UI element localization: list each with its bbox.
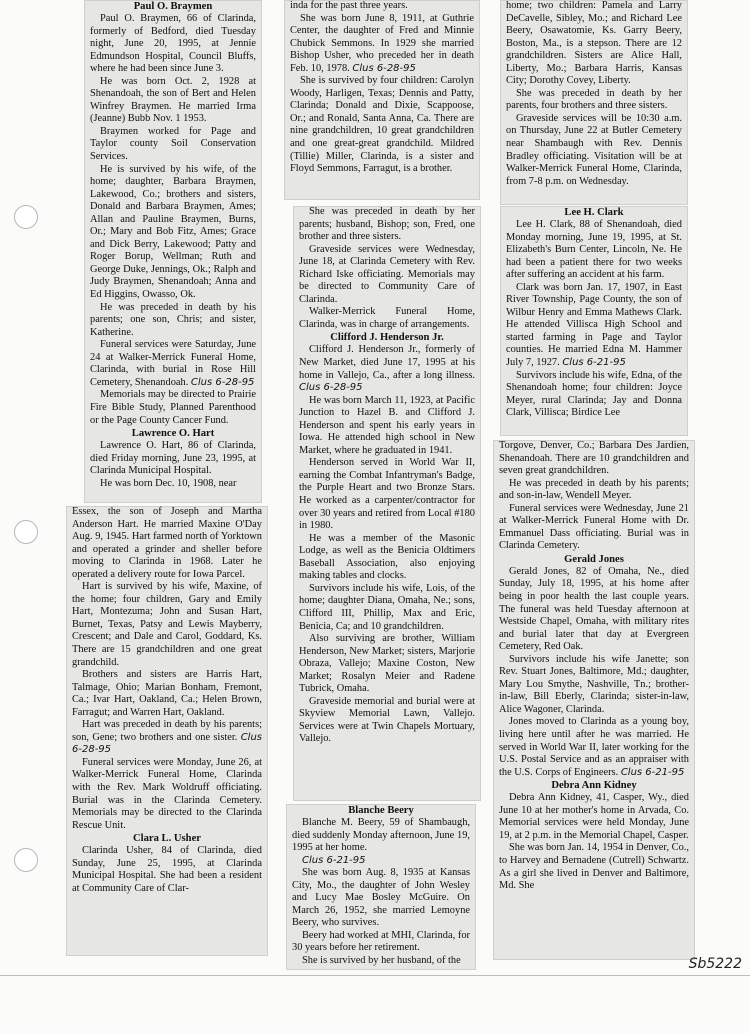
obituary-paragraph: Funeral services were Monday, June 26, at Walker-Merrick Funeral Home, Clarinda with the Rev. Mark Woldruff officiating. Burial was in the Clarinda Cemetery. Memorials may be directed to the Clarinda Rescue Unit. <box>72 756 262 831</box>
obituary-name: Gerald Jones <box>564 553 624 565</box>
clipping-8 <box>493 440 695 960</box>
obituary-paragraph: Memorials may be directed to Prairie Fire Bible Study, Planned Parenthood or the Page County Cancer Fund. <box>90 389 256 426</box>
obituary-paragraph: She was born Aug. 8, 1935 at Kansas City, Mo., the daughter of John Wesley and Lucy Mae Bosley McGuire. On March 26, 1952, she married Lemoyne Beery, who survives. <box>292 867 470 929</box>
obituary-paragraph <box>292 855 470 868</box>
obituary-paragraph: He was preceded in death by his parents; one son, Chris; and sister, Katherine. <box>90 301 256 338</box>
obituary-paragraph: Braymen worked for Page and Taylor county Soil Conservation Services. <box>90 125 256 163</box>
obituary-name: Lee H. Clark <box>564 207 624 218</box>
obituary-paragraph: Clark was born Jan. 17, 1907, in East River Township, Page County, the son of Wilbur Henry and Emma Mathews Clark. He attended Villisca High School and started farming in Page and Taylor counties. He married Edna M. Hammer July 7, 1927. Clus 6-21-95 <box>506 281 682 369</box>
obituary-paragraph: Also surviving are brother, William Henderson, New Market; sisters, Marjorie Obraza, Vallejo; Maxine Coston, New Market; Rosalyn Meier and Radene Tubrick, Omaha. <box>299 633 475 695</box>
obituary-paragraph: Essex, the son of Joseph and Martha Anderson Hart. He married Maxine O'Day Aug. 9, 1945. Hart farmed north of Yorktown and operated a grinder and sheller before moving to Clarinda in 1968. Later he operated a delivery route for Iowa Parcel. <box>72 506 262 580</box>
obituary-paragraph: He was born Oct. 2, 1928 at Shenandoah, the son of Bert and Helen Winfrey Braymen. He married Irma (Jeanne) Bubb Nov. 1 1953. <box>90 75 256 125</box>
obituary-paragraph: Survivors include his wife, Edna, of the Shenandoah home; four children: Joyce Meyer, rural Clarinda; Jay and Donna Clark, Villisca; Birdice Lee <box>506 369 682 419</box>
obituary-paragraph: She is survived by four children: Carolyn Woody, Harligen, Texas; Dennis and Patty, Clarinda; Donald and Dixie, Scappoose, Or.; and Ronald, Santa Anna, Ca. There are nine grandchildren, 10 great grandchildren and one great-great grandchild. Mildred (Tillie) Miller, Clarinda, is a sister and Floyd Semmons, Farragut, is a brother. <box>290 75 474 175</box>
obituary-name: Clara L. Usher <box>133 833 201 845</box>
handwritten-note: Clus 6-21-95 <box>620 766 685 778</box>
page-edge <box>0 975 750 976</box>
obituary-paragraph: home; two children: Pamela and Larry DeCavelle, Sibley, Mo.; and Richard Lee Beery, Osawatomie, Ks. Garry Beery, Boston, Ma., is a stepson. There are 12 grandchildren. Sisters are Alice Hall, Liberty, Mo.; Barbara Harris, Kansas City; Dorothy Covey, Liberty. <box>506 0 682 87</box>
clipping-4 <box>293 206 481 801</box>
handwritten-note: Clus 6-21-95 <box>302 854 366 866</box>
obituary-paragraph: Gerald Jones, 82 of Omaha, Ne., died Sunday, July 18, 1995, at his home after being in poor health the last couple years. The funeral was held Tuesday afternoon at Westside Chapel, Omaha, with military rites and burial later that day at Evergreen Cemetery, Red Oak. <box>499 565 689 653</box>
clipping-7 <box>500 206 688 436</box>
obituary-paragraph: Clarinda Usher, 84 of Clarinda, died Sunday, June 25, 1995, at Clarinda Municipal Hospital. She had been a resident at Community Care of Clar- <box>72 845 262 894</box>
obituary-paragraph: Lawrence O. Hart, 86 of Clarinda, died Friday morning, June 23, 1995, at Clarinda Municipal Hospital. <box>90 440 256 477</box>
obituary-paragraph: He was a member of the Masonic Lodge, as well as the Benicia Oldtimers Baseball Association, also enjoying making tables and clocks. <box>299 532 475 582</box>
binder-hole <box>14 205 38 229</box>
obituary-paragraph: Blanche M. Beery, 59 of Shambaugh, died suddenly Monday afternoon, June 19, 1995 at her home. <box>292 817 470 854</box>
obituary-paragraph: Graveside memorial and burial were at Skyview Memorial Lawn, Vallejo. Services were at Twin Chapels Mortuary, Vallejo. <box>299 695 475 745</box>
clipping-2 <box>66 506 268 956</box>
obituary-paragraph: Beery had worked at MHI, Clarinda, for 30 years before her retirement. <box>292 929 470 954</box>
obituary-paragraph: Torgove, Denver, Co.; Barbara Des Jardien, Shenandoah. There are 10 grandchildren and seven great grandchildren. <box>499 440 689 477</box>
obituary-paragraph: He was preceded in death by his parents; and son-in-law, Wendell Meyer. <box>499 477 689 502</box>
binder-hole <box>14 520 38 544</box>
handwritten-note: Clus 6-21-95 <box>562 357 626 369</box>
obituary-paragraph: Funeral services were Saturday, June 24 at Walker-Merrick Funeral Home, Clarinda, with burial in Rose Hill Cemetery, Shenandoah. Clus 6-28-95 <box>90 339 256 388</box>
obituary-paragraph: She is survived by her husband, of the <box>302 955 461 967</box>
clipping-5 <box>286 804 476 970</box>
obituary-name: Paul O. Braymen <box>133 1 213 12</box>
obituary-paragraph: inda for the past three years. <box>290 0 408 11</box>
handwritten-note: Clus 6-28-95 <box>299 382 363 394</box>
handwritten-note: Clus 6-28-95 <box>72 731 262 756</box>
obituary-paragraph: Survivors include his wife Janette; son Rev. Stuart Jones, Baltimore, Md.; daughter, Mary Lou Smythe, Nashville, Tn.; brother-in-law, Bill Eberly, Clarinda; sister-in-law, Alice Wagoner, Clarinda. <box>499 653 689 715</box>
obituary-name: Lawrence O. Hart <box>131 428 215 440</box>
obituary-paragraph: He was born Dec. 10, 1908, near <box>100 477 237 489</box>
clipping-1 <box>84 0 262 503</box>
obituary-paragraph: He was born March 11, 1923, at Pacific Junction to Hazel B. and Clifford J. Henderson and spent his early years in Iowa. He attended high school in New Market, where he graduated in 1941. <box>299 394 475 456</box>
obituary-paragraph: Clifford J. Henderson Jr., formerly of New Market, died June 17, 1995 at his home in Vallejo, Ca., after a long illness. Clus 6-28-95 <box>299 344 475 394</box>
obituary-paragraph: Debra Ann Kidney, 41, Casper, Wy., died June 10 at her mother's home in Arvada, Co. Memorial services were held Monday, June 19, at 2 p.m. in the Memorial Chapel, Casper. <box>499 792 689 841</box>
clipping-6 <box>500 0 688 205</box>
obituary-paragraph: Graveside services were Wednesday, June 18, at Clarinda Cemetery with Rev. Richard Iske officiating. Memorials may be directed to Community Care of Clarinda. <box>299 243 475 305</box>
obituary-name: Clifford J. Henderson Jr. <box>330 332 444 344</box>
page-number: Sb5222 <box>688 956 742 972</box>
obituary-paragraph: He is survived by his wife, of the home; daughter, Barbara Braymen, Lakewood, Co.; brothers and sisters, Donald and Barbara Braymen, Ames; Allan and Pauline Braymen, Burns, Or.; Mary and Bob Fitz, Ames; Grace and Dick Berry, Lakewood; Patty and Roger Borup, Wellman; Ruth and George Duke, Jennings, Ok.; Ralph and Judy Braymen, Shenandoah; Anna and Ed Higgins, Owasso, Ok. <box>90 163 256 301</box>
obituary-paragraph: Hart was preceded in death by his parents; son, Gene; two brothers and one sister. Clus 6-28-95 <box>72 719 262 756</box>
obituary-paragraph: Hart is survived by his wife, Maxine, of the home; four children, Gary and Emily Hart, Montezuma; John and Susan Hart, Burnet, Texas, Patsy and Lewis Mayberry, Crescent; and Dale and Carol, Goddard, Ks. There are 15 grandchildren and one great grandchild. <box>72 581 262 668</box>
binder-hole <box>14 848 38 872</box>
obituary-paragraph: Paul O. Braymen, 66 of Clarinda, formerly of Bedford, died Tuesday night, June 20, 1995, at Jennie Edmundson Hospital, Council Bluffs, where he had been since June 3. <box>90 13 256 75</box>
handwritten-note: Clus 6-28-95 <box>352 62 416 74</box>
obituary-paragraph: Brothers and sisters are Harris Hart, Talmage, Ohio; Marian Bonham, Fremont, Ca.; Ivar Hart, Oakland, Ca.; Helen Brown, Farragut; and Warren Hart, Oakland. <box>72 669 262 718</box>
obituary-paragraph: Jones moved to Clarinda as a young boy, living here until after he was married. He served in World War II, later working for the U.S. Postal Service and as an appraiser with the U.S. Corps of Engineers. Clus 6-21-95 <box>499 716 689 778</box>
obituary-paragraph: Survivors include his wife, Lois, of the home; daughter Diana, Omaha, Ne.; sons, Clifford III, Phillip, Max and Eric, Benicia, Ca; and 10 grandchildren. <box>299 582 475 632</box>
obituary-paragraph: Graveside services will be 10:30 a.m. on Thursday, June 22 at Butler Cemetery near Shambaugh with Rev. Dennis Bradley officiating. Visitation will be at Walker-Merrick Funeral Home, Clarinda, from 7-8 p.m. on Wednesday. <box>506 112 682 187</box>
obituary-name: Blanche Beery <box>348 805 414 816</box>
obituary-paragraph: Funeral services were Wednesday, June 21 at Walker-Merrick Funeral Home with Dr. Emmanuel Dass officiating. Burial was in Clarinda Cemetery. <box>499 502 689 552</box>
obituary-paragraph: Lee H. Clark, 88 of Shenandoah, died Monday morning, June 19, 1995, at St. Elizabeth's Burn Center, Lincoln, Ne. He had been a patient there for two weeks after suffering an accident at his farm. <box>506 219 682 281</box>
obituary-paragraph: Walker-Merrick Funeral Home, Clarinda, was in charge of arrangements. <box>299 306 475 330</box>
handwritten-note: Clus 6-28-95 <box>190 376 255 388</box>
obituary-paragraph: She was preceded in death by her parents; husband, Bishop; son, Fred, one brother and three sisters. <box>299 206 475 243</box>
obituary-paragraph: She was born June 8, 1911, at Guthrie Center, the daughter of Fred and Minnie Chubick Semmons. In 1929 she married Bishop Usher, who preceded her in death Feb. 10, 1978. Clus 6-28-95 <box>290 12 474 74</box>
obituary-paragraph: She was born Jan. 14, 1954 in Denver, Co., to Harvey and Bernadene (Cutrell) Schwartz. As a girl she lived in Denver and Baltimore, Md. She <box>499 842 689 892</box>
obituary-name: Debra Ann Kidney <box>551 780 637 792</box>
obituary-paragraph: She was preceded in death by her parents, four brothers and three sisters. <box>506 87 682 112</box>
obituary-paragraph: Henderson served in World War II, earning the Combat Infantryman's Badge, the Purple Heart and two Bronze Stars. He worked as a carpenter/contractor for over 30 years and retired from Local #180 in 1980. <box>299 457 475 532</box>
clipping-3 <box>284 0 480 200</box>
